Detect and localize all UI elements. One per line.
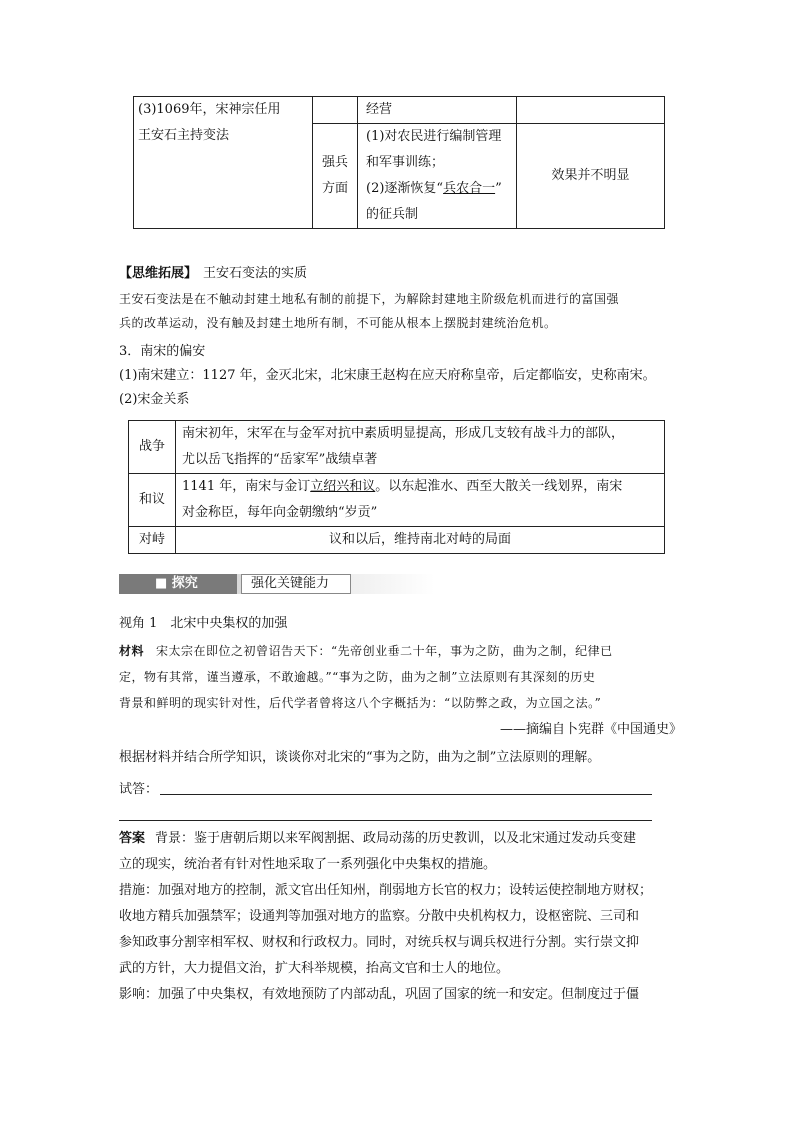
answer-label: 答案	[119, 831, 146, 846]
material-label: 材料	[119, 644, 145, 658]
war-line2: 尤以岳飞指挥的“岳家军”战绩卓著	[182, 452, 378, 467]
peace-line1: 1141 年，南宋与金订立绍兴和议。以东起淮水、西至大散关一线划界，南宋	[182, 479, 623, 494]
answer-m-line3: 参知政事分割宰相军权、财权和行政权力。同时，对统兵权与调兵权进行分割。实行崇文抑	[119, 935, 640, 950]
section3-heading: 3．南宋的偏安	[119, 344, 206, 359]
question-text: 根据材料并结合所学知识，谈谈你对北宋的“事为之防，曲为之制”立法原则的理解。	[119, 750, 601, 765]
answer-line-1[interactable]	[160, 794, 652, 795]
military-effect: 效果并不明显	[517, 124, 665, 229]
answer-prompt: 试答：	[119, 782, 159, 797]
section3-item1: (1)南宋建立：1127 年，金灭北宋，北宋康王赵构在应天府称皇帝，后定都临安，史称南宋。	[119, 368, 656, 383]
section3	[119, 340, 689, 412]
bingnong-heyi: 兵农合一	[443, 181, 496, 196]
reform-cell-empty	[313, 97, 358, 124]
reform-title-line2: 王安石主持变法	[138, 128, 230, 143]
military-label	[313, 124, 358, 229]
row-label-standoff: 对峙	[129, 527, 176, 554]
military-line4: 的征兵制	[366, 207, 419, 222]
answer-m-line4: 武的方针，大力提倡文治，扩大科举规模，抬高文官和士人的地位。	[119, 961, 510, 976]
row-label-war: 战争	[129, 421, 176, 474]
row-content-standoff: 议和以后，维持南北对峙的局面	[176, 527, 665, 554]
answer-bg-line2: 立的现实，统治者有针对性地采取了一系列强化中央集权的措施。	[119, 857, 497, 872]
reform-table	[133, 96, 665, 229]
explore-banner	[119, 572, 435, 596]
angle1-heading: 视角 1 北宋中央集权的加强	[119, 616, 288, 631]
thinking-heading	[119, 262, 307, 281]
banner-tag: ■ 探究	[155, 576, 198, 591]
row-content-peace	[176, 474, 665, 527]
reform-cell-title	[134, 97, 313, 229]
answer-m-line2: 收地方精兵加强禁军；设通判等加强对地方的监察。分散中央机构权力，设枢密院、三司和	[119, 909, 640, 924]
shaoxing-treaty: 立绍兴和议	[310, 479, 376, 494]
military-label-line1: 强兵	[321, 155, 348, 170]
material-source: ——摘编自卜宪群《中国通史》	[499, 722, 682, 737]
reform-cell-empty2	[517, 97, 665, 124]
thinking-label: 【思维拓展】	[119, 266, 198, 281]
answer-i-line1: 影响：加强了中央集权，有效地预防了内部动乱，巩固了国家的统一和安定。但制度过于僵	[119, 987, 640, 1002]
row-label-peace: 和议	[129, 474, 176, 527]
answer-bg-line1: 答案 背景：鉴于唐朝后期以来军阀割据、政局动荡的历史教训，以及北宋通过发动兵变建	[119, 831, 637, 846]
reform-cell-jingying: 经营	[358, 97, 517, 124]
thinking-text-line1: 王安石变法是在不触动封建土地私有制的前提下，为解除封建地主阶级危机而进行的富国强	[119, 292, 620, 306]
material-line3: 背景和鲜明的现实针对性，后代学者曾将这八个字概括为：“以防弊之政，为立国之法。”	[119, 696, 602, 710]
answer-block	[119, 826, 689, 1008]
military-line3: (2)逐渐恢复“兵农合一”	[366, 181, 502, 196]
banner-subtitle: 强化关键能力	[251, 576, 330, 591]
military-line2: 和军事训练；	[366, 155, 445, 170]
table-row	[129, 474, 665, 527]
military-label-line2: 方面	[321, 181, 348, 196]
material-block	[119, 638, 679, 716]
thinking-title: 王安石变法的实质	[203, 266, 308, 281]
table-row	[129, 421, 665, 474]
table-row	[129, 527, 665, 554]
peace-line2: 对金称臣，每年向金朝缴纳“岁贡”	[182, 505, 378, 520]
military-line1: (1)对农民进行编制管理	[366, 129, 502, 144]
song-jin-table	[128, 420, 665, 554]
material-line2: 定，物有其常，谨当遵承，不敢逾越。”“事为之防，曲为之制”立法原则有其深刻的历史	[119, 670, 596, 684]
thinking-text-line2: 兵的改革运动，没有触及封建土地所有制，不可能从根本上摆脱封建统治危机。	[119, 316, 557, 330]
material-line1: 材料 宋太宗在即位之初曾诏告天下：“先帝创业垂二十年，事为之防，曲为之制，纪律已	[119, 644, 613, 658]
section3-item2: (2)宋金关系	[119, 392, 190, 407]
thinking-text	[119, 287, 679, 335]
answer-line-2[interactable]	[119, 820, 652, 821]
reform-title-line1: (3)1069年，宋神宗任用	[138, 102, 281, 117]
row-content-war	[176, 421, 665, 474]
military-content	[358, 124, 517, 229]
answer-m-line1: 措施：加强对地方的控制，派文官出任知州，削弱地方长官的权力；设转运使控制地方财权；	[119, 883, 653, 898]
war-line1: 南宋初年，宋军在与金军对抗中素质明显提高，形成几支较有战斗力的部队，	[182, 426, 625, 441]
